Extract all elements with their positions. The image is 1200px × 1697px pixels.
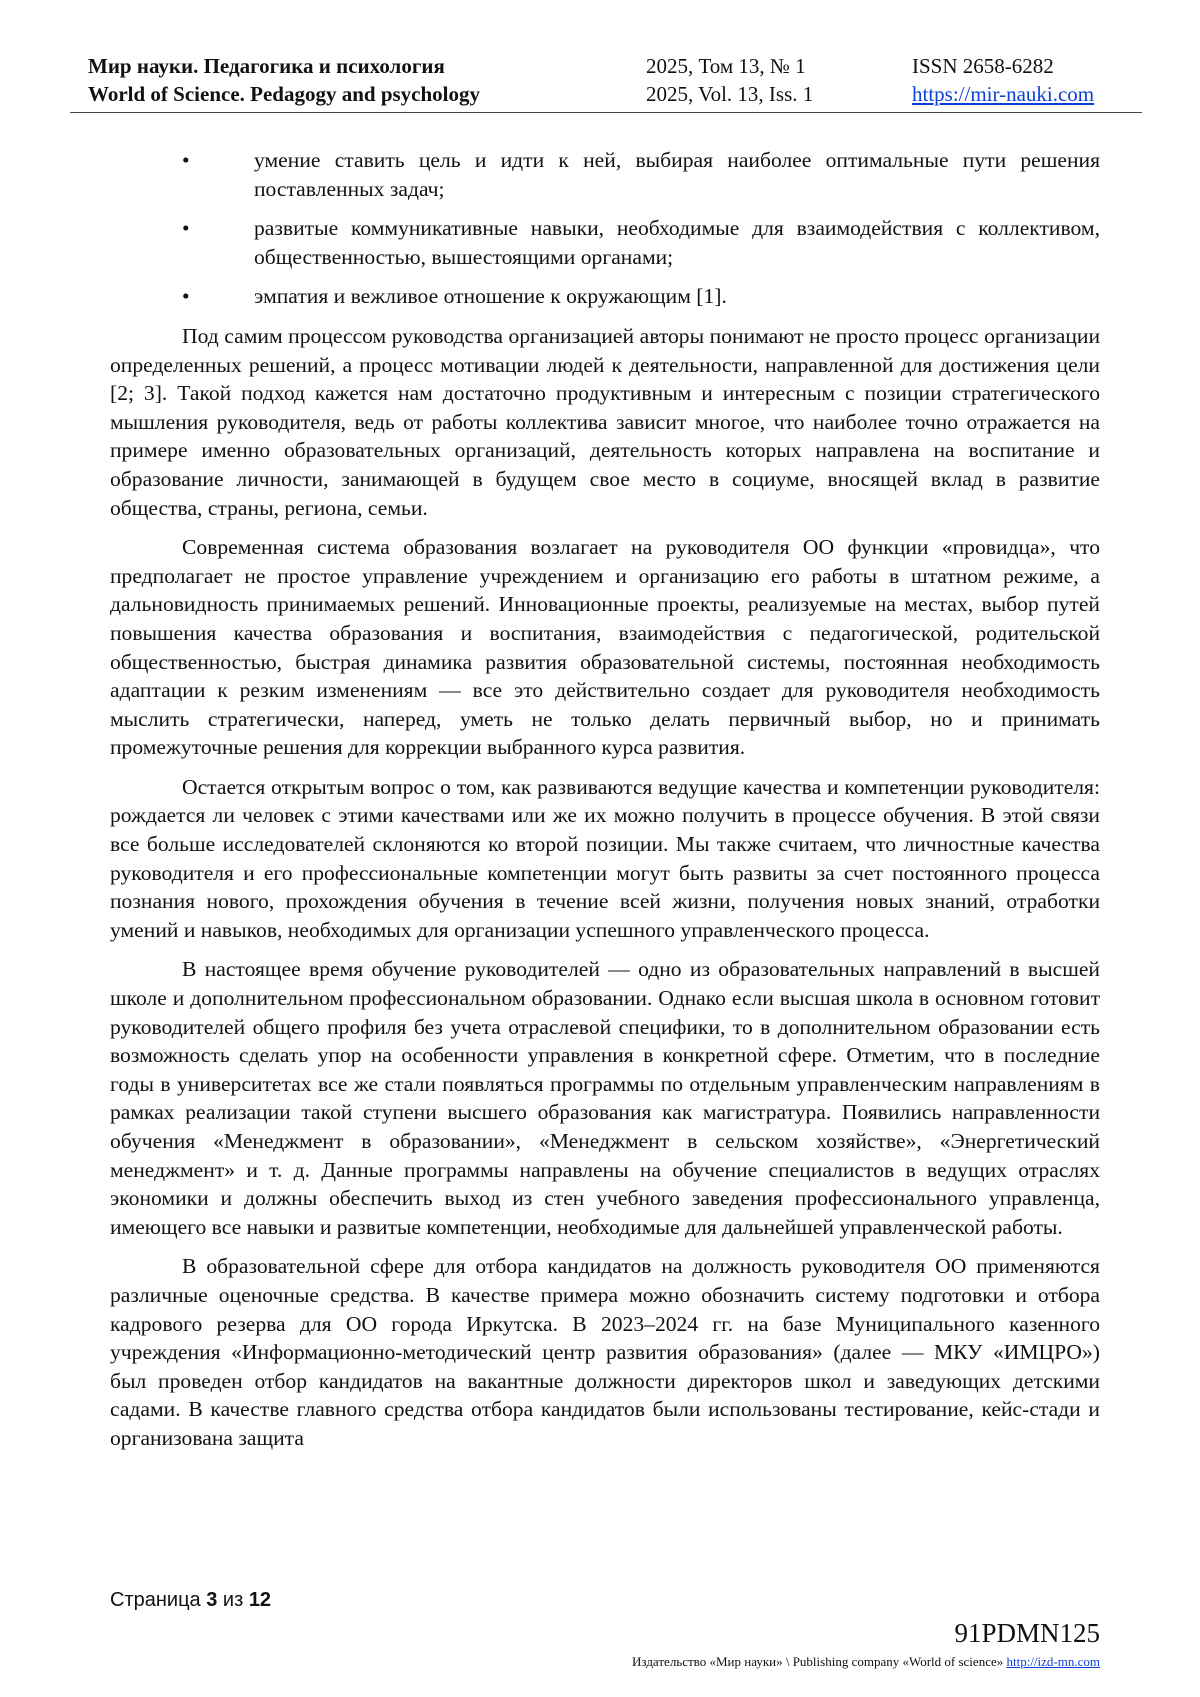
journal-title-ru: Мир науки. Педагогика и психология (88, 54, 445, 78)
issue-info (646, 52, 813, 108)
bullet-icon: • (182, 216, 190, 241)
list-item-text: умение ставить цель и идти к ней, выбирая наиболее оптимальные пути решения поставленных задач; (254, 148, 1100, 201)
header-divider (70, 112, 1142, 113)
publisher-url-link[interactable]: http://izd-mn.com (1006, 1654, 1100, 1669)
list-item (110, 146, 1100, 203)
issn: ISSN 2658-6282 (912, 54, 1054, 78)
page-current: 3 (206, 1589, 218, 1611)
page-total: 12 (248, 1589, 272, 1611)
bullet-list (110, 146, 1100, 311)
publisher-text: Издательство «Мир науки» \ Publishing company «World of science» (632, 1654, 1004, 1669)
document-code: 91PDMN125 (954, 1618, 1100, 1648)
issue-info-en: 2025, Vol. 13, Iss. 1 (646, 82, 814, 106)
paragraph: В образовательной сфере для отбора кандидатов на должность руководителя ОО применяются различные оценочные средства. В качестве примера можно обозначить систему подготовки и отбора кадрового резерва для ОО города Иркутска. В 2023–2024 гг. на базе Муниципального казенного учреждения «Информационно-методический центр развития образования» (далее — МКУ «ИМЦРО») был проведен отбор кандидатов на вакантные должности директоров школ и заведующих детскими садами. В качестве главного средства отбора кандидатов были использованы тестирование, кейс-стади и организована защита (110, 1254, 1100, 1450)
list-item-text: развитые коммуникативные навыки, необходимые для взаимодействия с коллективом, общественностью, вышестоящими органами; (254, 216, 1100, 269)
page-of: из (222, 1589, 244, 1611)
list-item (110, 214, 1100, 271)
page-label: Страница (110, 1589, 201, 1611)
paragraph: Под самим процессом руководства организацией авторы понимают не просто процесс организации определенных решений, а процесс мотивации людей к деятельности, направленной для достижения цели [2; 3]. Такой подход кажется нам достаточно продуктивным и интересным с позиции стратегического мышления руководителя, ведь от работы коллектива зависит многое, что наиболее точно отражается на примере именно образовательных организаций, деятельность которых направлена на воспитание и образование личности, занимающей в будущем свое место в социуме, вносящей вклад в развитие общества, страны, региона, семьи. (110, 323, 1100, 520)
bullet-icon: • (182, 284, 190, 309)
publisher-line (632, 1654, 1100, 1670)
journal-ids (912, 52, 1094, 108)
article-body (110, 146, 1100, 1464)
page-number (110, 1589, 271, 1612)
issue-info-ru: 2025, Том 13, № 1 (646, 54, 806, 78)
journal-url-link[interactable]: https://mir-nauki.com (912, 82, 1095, 106)
journal-title (88, 52, 480, 108)
paragraph: В настоящее время обучение руководителей — одно из образовательных направлений в высшей школе и дополнительном профессиональном образовании. Однако если высшая школа в основном готовит руководителей общего профиля без учета отраслевой специфики, то в дополнительном образовании есть возможность сделать упор на особенности управления в конкретной сфере. Отметим, что в последние годы в университетах все же стали появляться программы по отдельным управленческим направлениям в рамках реализации такой ступени высшего образования как магистратура. Появились направленности обучения «Менеджмент в образовании», «Менеджмент в сельском хозяйстве», «Энергетический менеджмент» и т. д. Данные программы направлены на обучение специалистов в ведущих отраслях экономики и должны обеспечить выход из стен учебного заведения профессионального управленца, имеющего все навыки и развитые компетенции, необходимые для дальнейшей управленческой работы. (110, 957, 1100, 1239)
list-item-text: эмпатия и вежливое отношение к окружающим [1]. (254, 284, 727, 309)
paragraph: Остается открытым вопрос о том, как развиваются ведущие качества и компетенции руководителя: рождается ли человек с этими качествами или же их можно получить в процессе обучения. В этой связи все больше исследователей склоняются ко второй позиции. Мы также считаем, что личностные качества руководителя и его профессиональные компетенции могут быть развиты за счет постоянного процесса познания нового, прохождения обучения в течение всей жизни, получения новых знаний, отработки умений и навыков, необходимых для организации успешного управленческого процесса. (110, 774, 1100, 942)
list-item (110, 282, 1100, 311)
bullet-icon: • (182, 148, 190, 172)
journal-title-en: World of Science. Pedagogy and psychology (88, 82, 481, 106)
paragraph: Современная система образования возлагает на руководителя ОО функции «провидца», что предполагает не простое управление учреждением и организацию его работы в штатном режиме, а дальновидность принимаемых решений. Инновационные проекты, реализуемые на местах, выбор путей повышения качества образования и воспитания, взаимодействия с педагогической, родительской общественностью, быстрая динамика развития образовательной системы, постоянная необходимость адаптации к резким изменениям — все это действительно создает для руководителя необходимость мыслить стратегически, наперед, уметь не только делать первичный выбор, но и принимать промежуточные решения для коррекции выбранного курса развития. (110, 535, 1100, 760)
page-header (88, 52, 1128, 112)
